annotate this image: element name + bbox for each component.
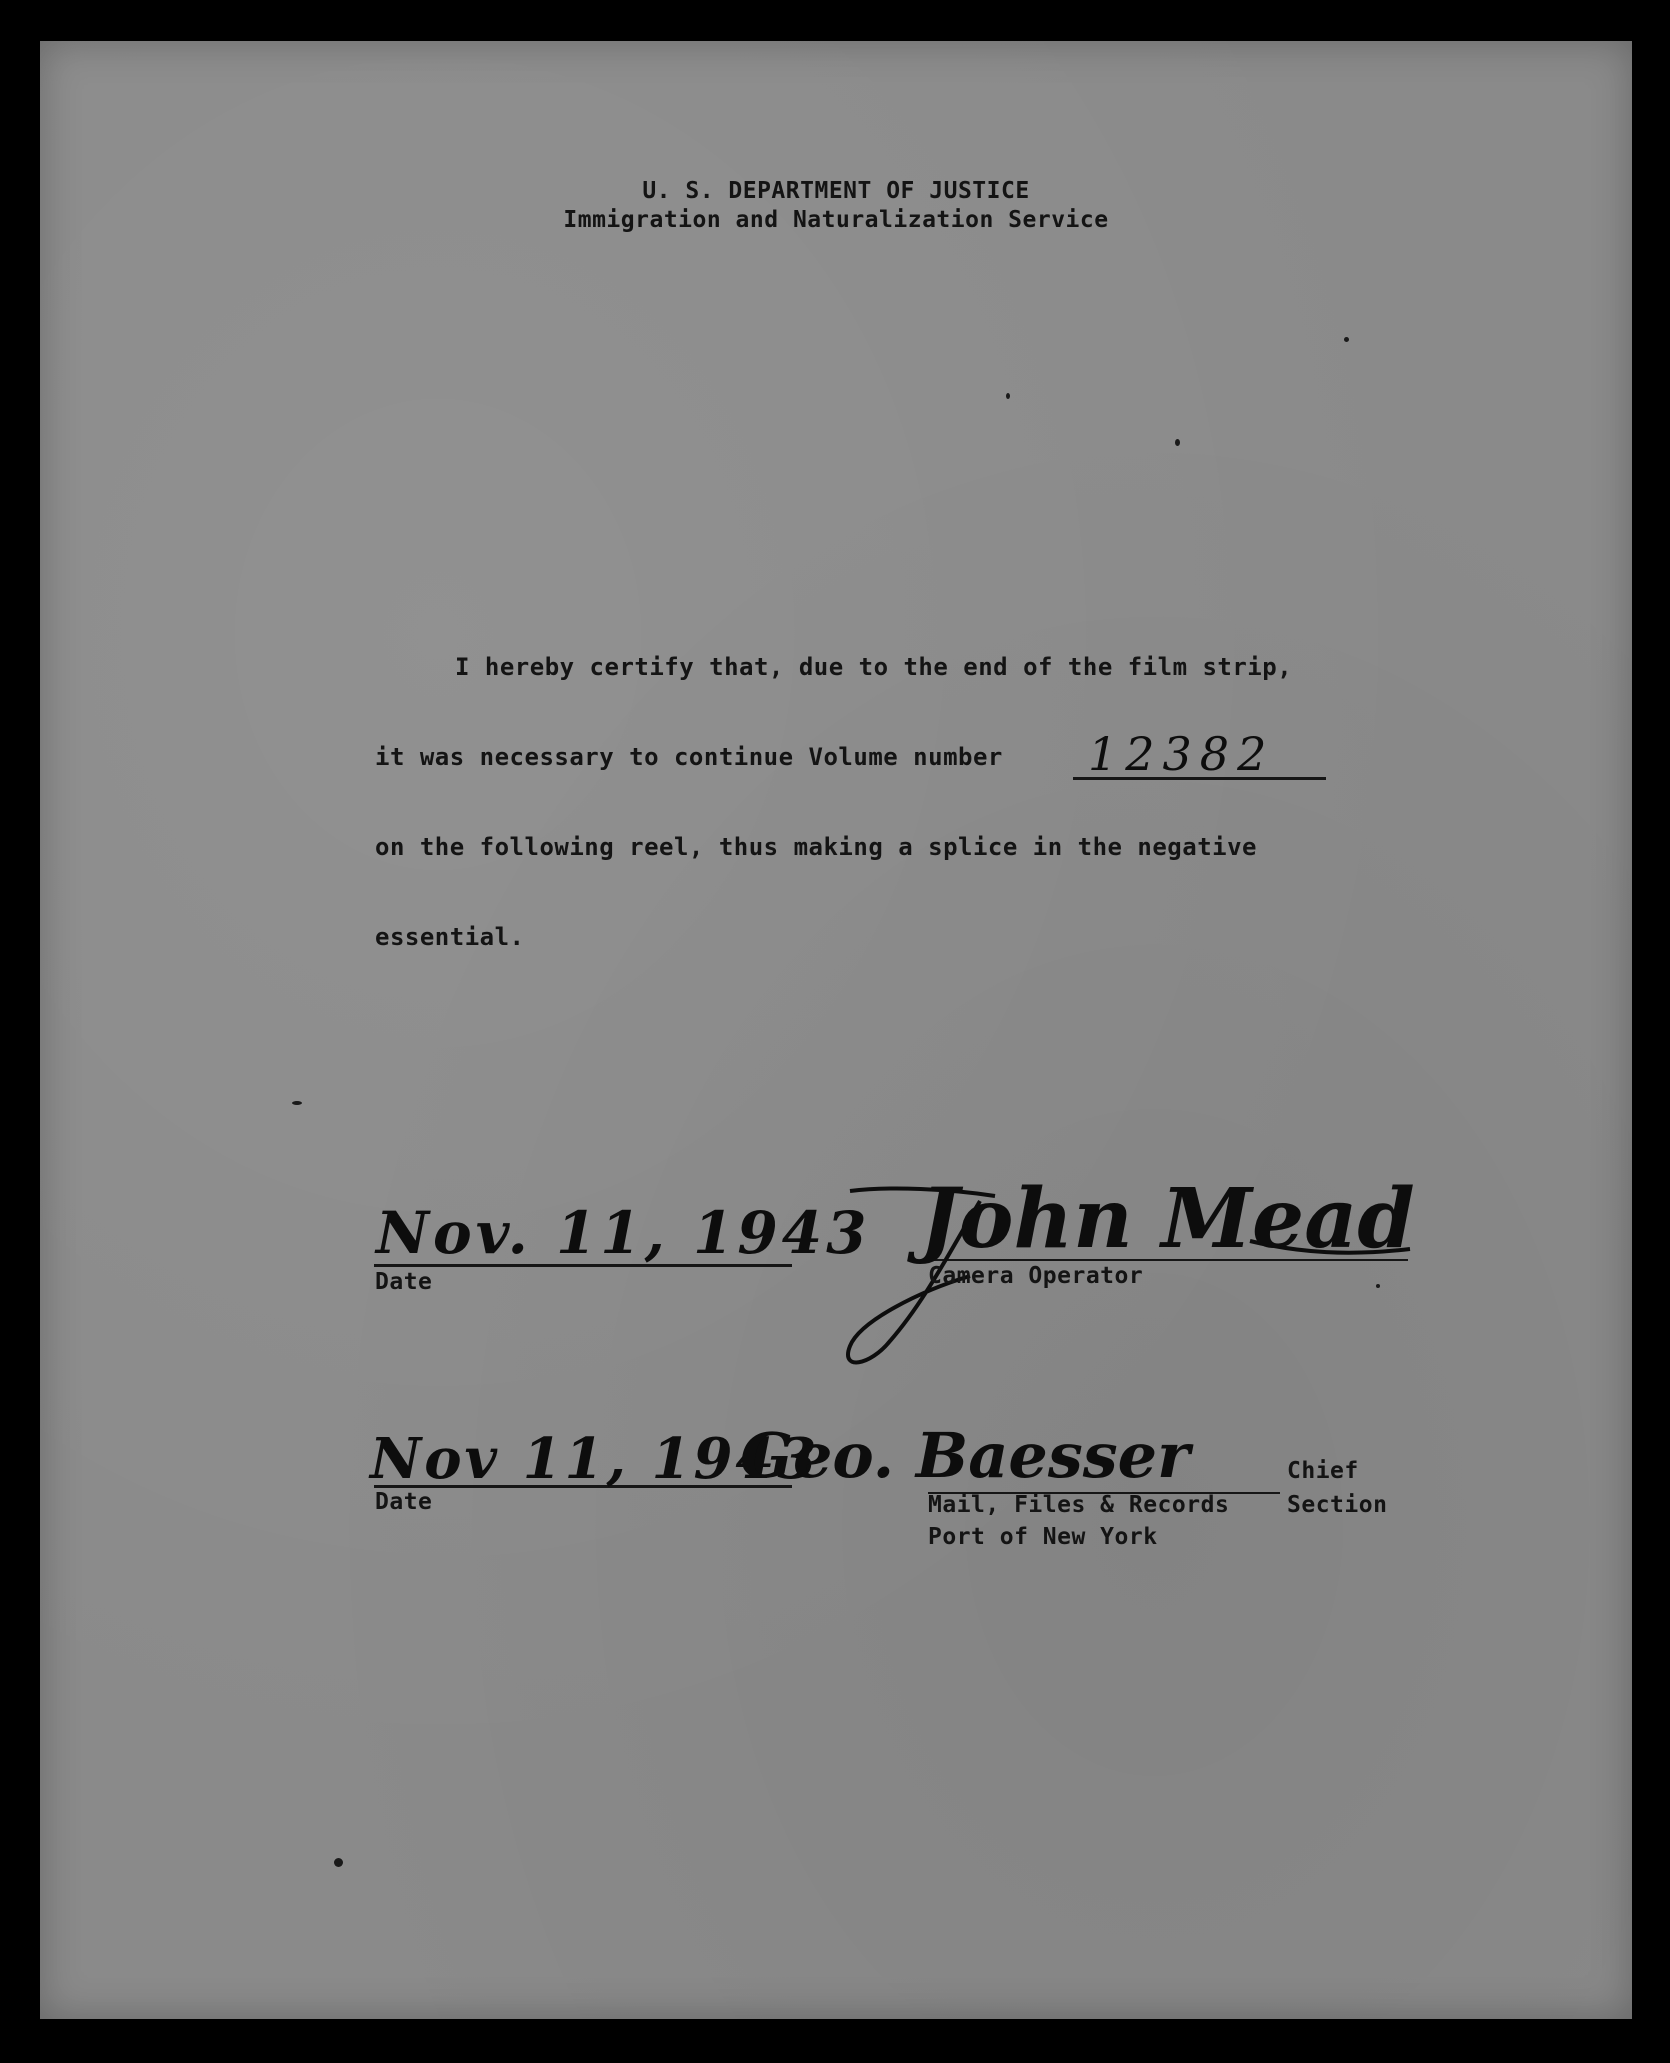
body-line-4: essential. bbox=[375, 923, 525, 951]
signature-john-mead: John Mead bbox=[920, 1171, 1415, 1267]
port-of-new-york-label: Port of New York bbox=[928, 1524, 1158, 1550]
scan-speck bbox=[1175, 439, 1180, 446]
volume-number: 12382 bbox=[1088, 727, 1275, 781]
date-handwritten-1: Nov. 11, 1943 bbox=[376, 1199, 871, 1267]
scan-speck bbox=[334, 1858, 343, 1867]
date-handwritten-2: Nov 11, 1943 bbox=[370, 1426, 820, 1492]
signature-geo-baesser: Geo. Baesser bbox=[740, 1419, 1190, 1492]
body-line-1: I hereby certify that, due to the end of the film strip, bbox=[455, 653, 1293, 681]
chief-label: Chief bbox=[1287, 1458, 1359, 1484]
section-label: Section bbox=[1287, 1492, 1388, 1518]
document-page bbox=[40, 41, 1632, 2019]
body-line-2-prefix: it was necessary to continue Volume number bbox=[375, 743, 1003, 771]
scan-speck bbox=[1006, 393, 1010, 399]
date-label-2: Date bbox=[375, 1489, 433, 1515]
date-label-1: Date bbox=[375, 1269, 433, 1295]
header-department: U. S. DEPARTMENT OF JUSTICE bbox=[642, 178, 1030, 204]
header-service: Immigration and Naturalization Service bbox=[563, 207, 1109, 233]
scan-speck bbox=[292, 1101, 302, 1105]
camera-operator-label: Camera Operator bbox=[928, 1263, 1144, 1289]
scan-speck bbox=[1376, 1284, 1380, 1288]
scan-speck bbox=[1344, 337, 1349, 342]
body-line-3: on the following reel, thus making a splice in the negative bbox=[375, 833, 1258, 861]
mail-files-records-label: Mail, Files & Records bbox=[928, 1492, 1230, 1518]
